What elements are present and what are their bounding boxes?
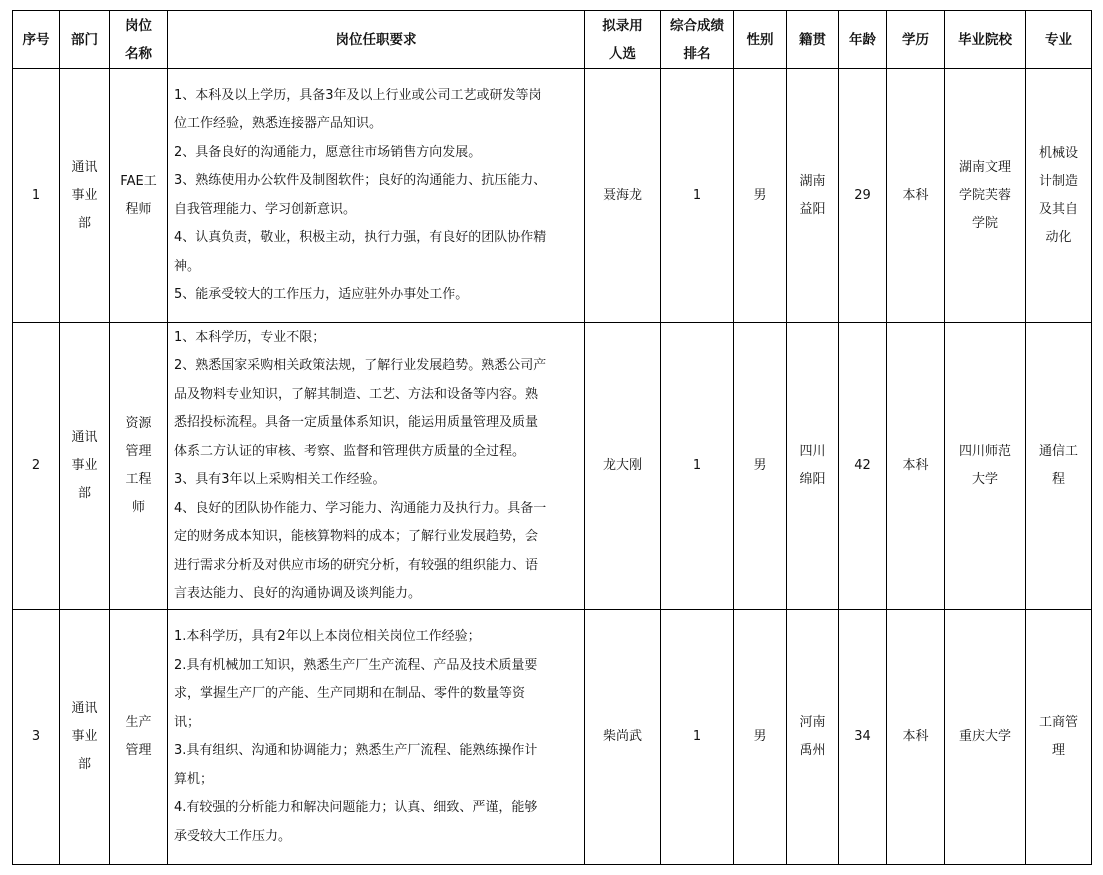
requirement-line: 3、具有3年以上采购相关工作经验。 [174, 472, 386, 487]
cell-text: 禹州 [799, 743, 826, 758]
header-text: 排名 [683, 45, 711, 62]
cell-major [1026, 69, 1092, 323]
cell-text: 程师 [125, 201, 152, 217]
cell-text: 工程 [125, 472, 152, 487]
header-text: 学历 [902, 31, 929, 48]
requirement-line: 进行需求分析及对供应市场的研究分析，有较强的组织能力、语 [174, 557, 539, 573]
cell-education: 本科 [887, 69, 945, 323]
cell-dept [60, 610, 110, 865]
header-text: 籍贯 [799, 31, 826, 48]
cell-text: 管理 [125, 444, 152, 459]
cell-text: 通信工 [1038, 444, 1078, 459]
cell-school [945, 610, 1026, 865]
cell-text: 生产 [125, 715, 152, 730]
cell-seq: 1 [13, 69, 60, 323]
cell-text: 学院芙蓉 [958, 187, 1011, 203]
cell-requirements [168, 323, 585, 610]
column-header-school [945, 11, 1026, 69]
requirement-line: 4、认真负责，敬业，积极主动，执行力强，有良好的团队协作精 [174, 230, 547, 245]
header-text: 毕业院校 [958, 31, 1012, 48]
column-header-education [887, 11, 945, 69]
cell-text: 管理 [125, 743, 152, 758]
cell-age: 42 [839, 323, 887, 610]
cell-candidate: 柴尚武 [585, 610, 661, 865]
column-header-major [1026, 11, 1092, 69]
requirement-line: 5、能承受较大的工作压力，适应驻外办事处工作。 [174, 287, 469, 302]
cell-candidate: 聂海龙 [585, 69, 661, 323]
cell-candidate: 龙大刚 [585, 323, 661, 610]
cell-dept [60, 69, 110, 323]
cell-text: 四川师范 [958, 444, 1011, 459]
cell-rank: 1 [661, 323, 734, 610]
cell-education: 本科 [887, 323, 945, 610]
requirement-line: 体系二方认证的审核、考察、监督和管理供方质量的全过程。 [174, 443, 526, 459]
header-text: 序号 [22, 31, 50, 48]
requirement-line: 1、本科及以上学历，具备3年及以上行业或公司工艺或研发等岗 [174, 87, 542, 103]
requirement-line: 定的财务成本知识，能核算物料的成本；了解行业发展趋势，会 [174, 529, 539, 544]
cell-text: 事业 [71, 729, 98, 744]
requirement-line: 2.具有机械加工知识，熟悉生产厂生产流程、产品及技术质量要 [174, 657, 538, 673]
cell-text: 动化 [1045, 229, 1072, 245]
header-text: 年龄 [849, 31, 876, 48]
cell-text: 程 [1051, 472, 1065, 487]
requirement-line: 求，掌握生产厂的产能、生产同期和在制品、零件的数量等资 [174, 686, 526, 701]
requirement-line: 4、良好的团队协作能力、学习能力、沟通能力及执行力。具备一 [174, 500, 547, 516]
cell-text: 河南 [799, 715, 826, 730]
requirement-line: 悉招投标流程。具备一定质量体系知识，能运用质量管理及质量 [174, 415, 539, 430]
cell-position [110, 69, 168, 323]
cell-text: 大学 [971, 472, 998, 487]
requirement-line: 品及物料专业知识，了解其制造、工艺、方法和设备等内容。熟 [174, 386, 539, 402]
column-header-origin [787, 11, 839, 69]
cell-seq: 3 [13, 610, 60, 865]
column-header-gender [734, 11, 787, 69]
cell-position [110, 610, 168, 865]
cell-text: 师 [131, 500, 145, 515]
table-row [13, 69, 1092, 323]
cell-rank: 1 [661, 69, 734, 323]
cell-age: 29 [839, 69, 887, 323]
cell-text: 学院 [971, 215, 998, 231]
requirement-line: 神。 [174, 258, 201, 274]
column-header-position [110, 11, 168, 69]
requirement-line: 3.具有组织、沟通和协调能力；熟悉生产厂流程、能熟练操作计 [174, 743, 538, 758]
cell-text: 事业 [71, 187, 98, 203]
cell-school [945, 69, 1026, 323]
requirement-line: 位工作经验，熟悉连接器产品知识。 [174, 116, 383, 131]
cell-text: 湖南 [799, 173, 826, 189]
requirement-line: 3、熟练使用办公软件及制图软件；良好的沟通能力、抗压能力、 [174, 173, 547, 188]
cell-age: 34 [839, 610, 887, 865]
cell-origin [787, 69, 839, 323]
cell-text: 理 [1051, 743, 1065, 758]
cell-text: FAE工 [120, 173, 157, 189]
cell-requirements [168, 610, 585, 865]
requirement-line: 言表达能力、良好的沟通协调及谈判能力。 [174, 586, 422, 601]
column-header-requirements [168, 11, 585, 69]
cell-text: 益阳 [799, 201, 826, 217]
requirement-line: 讯； [174, 714, 201, 730]
cell-origin [787, 323, 839, 610]
cell-text: 通讯 [71, 159, 98, 175]
cell-gender: 男 [734, 323, 787, 610]
candidate-roster-table [12, 10, 1092, 865]
requirement-line: 承受较大工作压力。 [174, 828, 292, 844]
cell-text: 及其自 [1038, 201, 1078, 217]
header-text: 名称 [125, 45, 152, 62]
cell-text: 事业 [71, 458, 98, 473]
cell-text: 工商管 [1038, 715, 1078, 730]
requirement-line: 4.有较强的分析能力和解决问题能力；认真、细致、严谨，能够 [174, 800, 538, 815]
header-row [13, 11, 1092, 69]
cell-major [1026, 323, 1092, 610]
cell-education: 本科 [887, 610, 945, 865]
cell-origin [787, 610, 839, 865]
cell-gender: 男 [734, 69, 787, 323]
requirement-line: 1.本科学历，具有2年以上本岗位相关岗位工作经验； [174, 629, 481, 644]
cell-text: 计制造 [1038, 173, 1078, 189]
column-header-candidate [585, 11, 661, 69]
cell-major [1026, 610, 1092, 865]
header-text: 综合成绩 [670, 17, 724, 34]
column-header-age [839, 11, 887, 69]
cell-text: 湖南文理 [958, 159, 1011, 175]
table-row [13, 610, 1092, 865]
header-text: 性别 [746, 31, 774, 48]
cell-text: 部 [77, 215, 91, 231]
header-text: 岗位 [125, 17, 152, 34]
cell-text: 通讯 [71, 430, 98, 445]
cell-text: 四川 [799, 444, 826, 459]
column-header-dept [60, 11, 110, 69]
header-text: 人选 [609, 45, 636, 62]
requirement-line: 1、本科学历，专业不限； [174, 329, 326, 345]
cell-seq: 2 [13, 323, 60, 610]
cell-text: 重庆大学 [958, 729, 1011, 744]
cell-school [945, 323, 1026, 610]
cell-gender: 男 [734, 610, 787, 865]
cell-text: 部 [77, 486, 91, 501]
header-text: 专业 [1045, 31, 1072, 48]
header-text: 拟录用 [602, 17, 643, 34]
header-text: 岗位任职要求 [335, 31, 417, 48]
column-header-seq [13, 11, 60, 69]
table-row [13, 323, 1092, 610]
cell-text: 机械设 [1038, 145, 1078, 161]
cell-text: 资源 [125, 416, 152, 431]
column-header-rank [661, 11, 734, 69]
cell-rank: 1 [661, 610, 734, 865]
requirement-line: 自我管理能力、学习创新意识。 [174, 201, 357, 217]
cell-requirements [168, 69, 585, 323]
requirement-line: 2、具备良好的沟通能力，愿意往市场销售方向发展。 [174, 144, 482, 160]
cell-text: 通讯 [71, 701, 98, 716]
cell-text: 部 [77, 757, 91, 772]
cell-text: 绵阳 [799, 472, 826, 487]
cell-position [110, 323, 168, 610]
requirement-line: 算机； [174, 771, 214, 787]
cell-dept [60, 323, 110, 610]
header-text: 部门 [71, 31, 98, 48]
requirement-line: 2、熟悉国家采购相关政策法规，了解行业发展趋势。熟悉公司产 [174, 358, 547, 373]
